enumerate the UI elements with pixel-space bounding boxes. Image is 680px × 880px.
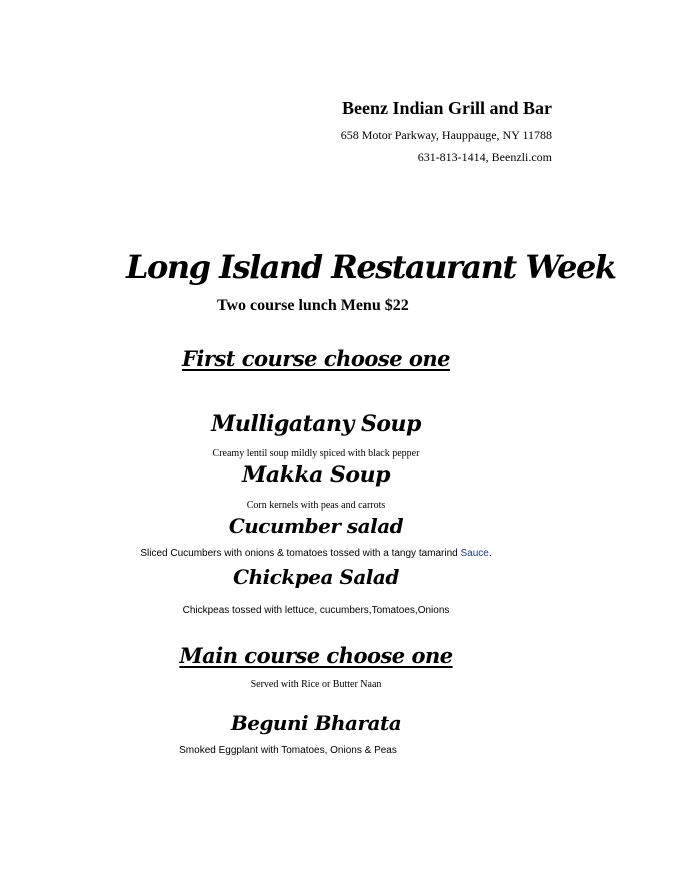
- main-course-heading: Main course choose one: [179, 643, 453, 668]
- menu-item-description-text: Sliced Cucumbers with onions & tomatoes tossed with a tangy tamarind: [140, 548, 461, 559]
- menu-item-description: Smoked Eggplant with Tomatoes, Onions & Peas: [179, 745, 397, 756]
- menu-item-name: Chickpea Salad: [233, 565, 399, 589]
- menu-item-description: Chickpeas tossed with lettuce, cucumbers,Tomatoes,Onions: [182, 605, 450, 616]
- menu-item-name: Cucumber salad: [228, 514, 404, 538]
- menu-item-description: Creamy lentil soup mildly spiced with black pepper: [212, 448, 420, 459]
- event-title: Long Island Restaurant Week: [126, 248, 616, 286]
- restaurant-address: 658 Motor Parkway, Hauppauge, NY 11788: [340, 128, 552, 142]
- main-course-note: Served with Rice or Butter Naan: [250, 679, 382, 690]
- menu-item-description: Corn kernels with peas and carrots: [246, 500, 386, 511]
- menu-item-description: [0, 548, 632, 559]
- restaurant-name: Beenz Indian Grill and Bar: [341, 98, 552, 118]
- menu-item-description-end: .: [488, 548, 492, 559]
- menu-item-name: Mulligatany Soup: [211, 411, 421, 437]
- menu-item-name: Beguni Bharata: [230, 711, 402, 735]
- first-course-heading: First course choose one: [181, 346, 451, 371]
- restaurant-contact: 631-813-1414, Beenzli.com: [417, 150, 552, 164]
- menu-item-description-accent: Sauce: [460, 548, 489, 559]
- menu-item-name: Makka Soup: [242, 462, 390, 488]
- menu-subtitle: Two course lunch Menu $22: [217, 297, 409, 314]
